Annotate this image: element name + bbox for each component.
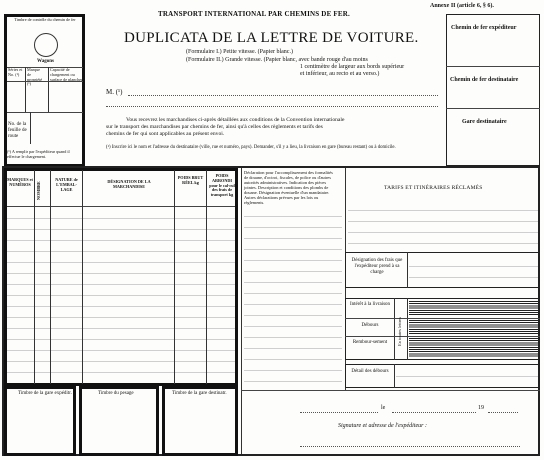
debours-label: Débours bbox=[361, 323, 379, 328]
form-header-title: TRANSPORT INTERNATIONAL PAR CHEMINS DE FER. bbox=[158, 10, 350, 18]
timbre-gare-label: Timbre de la gare expéditr. bbox=[18, 391, 72, 396]
railway-sender-label: Chemin de fer expéditeur bbox=[451, 25, 517, 31]
interet-label: Intérêt à la livraison bbox=[349, 302, 391, 307]
col-designation: DÉSIGNATION DE LA MARCHANDISE bbox=[107, 179, 151, 189]
recipient-label: M. (¹) bbox=[106, 88, 123, 96]
notice-footnote: (¹) Inscrire ici le nom et l'adresse du destinataire (ville, rue et numéro, pays). Demander, s'il y a lieu, la livraison en gare (bureau restant) ou à domicile. bbox=[106, 145, 396, 150]
goods-table-rows[interactable] bbox=[7, 208, 235, 383]
recipient-line[interactable] bbox=[128, 95, 438, 96]
railway-destination-label: Chemin de fer destinataire bbox=[450, 77, 519, 83]
notice-line-1: Vous recevrez les marchandises ci-après détaillées aux conditions de la Convention internationale bbox=[126, 117, 345, 123]
col-poids-brut: POIDS BRUT RÉEL kg bbox=[177, 175, 204, 185]
wagons-label: Wagons bbox=[37, 59, 54, 64]
declaration-rows[interactable] bbox=[244, 206, 342, 388]
tarifs-header: TARIFS ET ITINÉRAIRES RÉCLAMÉS bbox=[384, 185, 483, 191]
remboursement-label: Rembour-sement bbox=[352, 340, 388, 345]
place-line[interactable] bbox=[300, 412, 378, 413]
destination-station-label: Gare destinataire bbox=[462, 119, 507, 125]
timbre-gare-dest-label: Timbre de la gare destinatr. bbox=[172, 391, 227, 396]
formular-2: (Formulaire II.) Grande vitesse. (Papier blanc, avec bande rouge d'au moins bbox=[186, 57, 368, 63]
control-stamp-title: Timbre de contrôle du chemin de fer bbox=[14, 17, 76, 22]
frais-rows[interactable] bbox=[409, 256, 538, 286]
col-nature: NATURE de L'EMBAL-LAGE bbox=[55, 177, 78, 192]
detail-debours-label: Détail des débours bbox=[351, 369, 389, 374]
signature-line[interactable] bbox=[300, 446, 520, 447]
detail-debours-rows[interactable] bbox=[396, 366, 538, 386]
stamp-footnote: (¹) A remplir par l'expéditeur quand il effectue le chargement. bbox=[7, 149, 70, 159]
wagon-col-owner: Marque de propriété (¹) bbox=[27, 67, 43, 87]
signature-label: Signature et adresse de l'expéditeur : bbox=[338, 423, 427, 429]
date-line[interactable] bbox=[392, 412, 476, 413]
declaration-header: Déclaration pour l'accomplissement des formalités de douane, d'octroi, fiscales, de police ou d'autres autorités administratives. Indication des pièces jointes. Description et conditions des plombs de douane. Désignation éventuelle d'un mandataire. Autres déclarations prévues par les lois ou règlements. bbox=[244, 170, 333, 205]
formular-2b: 1 centimètre de largeur aux bords supérieur bbox=[300, 64, 405, 70]
feuille-label: No. de la feuille de route bbox=[8, 122, 27, 139]
remboursement-amount-field[interactable] bbox=[409, 338, 538, 358]
interet-amount-field[interactable] bbox=[409, 301, 538, 316]
frais-label: Désignation des frais que l'expéditeur prend à sa charge bbox=[351, 258, 403, 275]
date-le-label: le bbox=[381, 405, 386, 411]
col-poids-arrondi: POIDS ARRONDI pour le cal-cul des frais de transport kg bbox=[209, 173, 235, 198]
notice-line-2: sur le transport des marchandises par chemins de fer, ainsi qu'à celles des règlements et tarifs des bbox=[106, 124, 323, 130]
main-title: DUPLICATA DE LA LETTRE DE VOITURE. bbox=[124, 30, 419, 46]
annex-reference: Annexe II (article 6, § 6). bbox=[430, 3, 494, 9]
en-toutes-lettres-label: En toutes lettres bbox=[397, 317, 402, 346]
wagon-col-capacity: Capacité de chargement ou surface de plancher bbox=[50, 67, 83, 82]
recipient-line-2[interactable] bbox=[106, 106, 438, 107]
tarifs-rows[interactable] bbox=[348, 200, 538, 250]
col-marques: MARQUES et NUMÉROS bbox=[7, 177, 33, 187]
timbre-pesage-label: Timbre du pesage bbox=[98, 391, 134, 396]
formular-2c: et inférieur, au recto et au verso.) bbox=[300, 71, 380, 77]
stamp-circle-icon bbox=[34, 33, 58, 57]
col-nombre: NOMBRE bbox=[36, 181, 41, 200]
year-label: 19 bbox=[478, 405, 484, 411]
wagon-col-series: Séries et No. (¹) bbox=[8, 67, 23, 77]
notice-line-3: chemins de fer qui sont applicables au présent envoi. bbox=[106, 131, 225, 137]
year-line[interactable] bbox=[488, 412, 518, 413]
railway-info-box bbox=[446, 14, 540, 166]
formular-1: (Formulaire I.) Petite vitesse. (Papier blanc.) bbox=[186, 49, 293, 55]
debours-amount-field[interactable] bbox=[409, 320, 538, 334]
